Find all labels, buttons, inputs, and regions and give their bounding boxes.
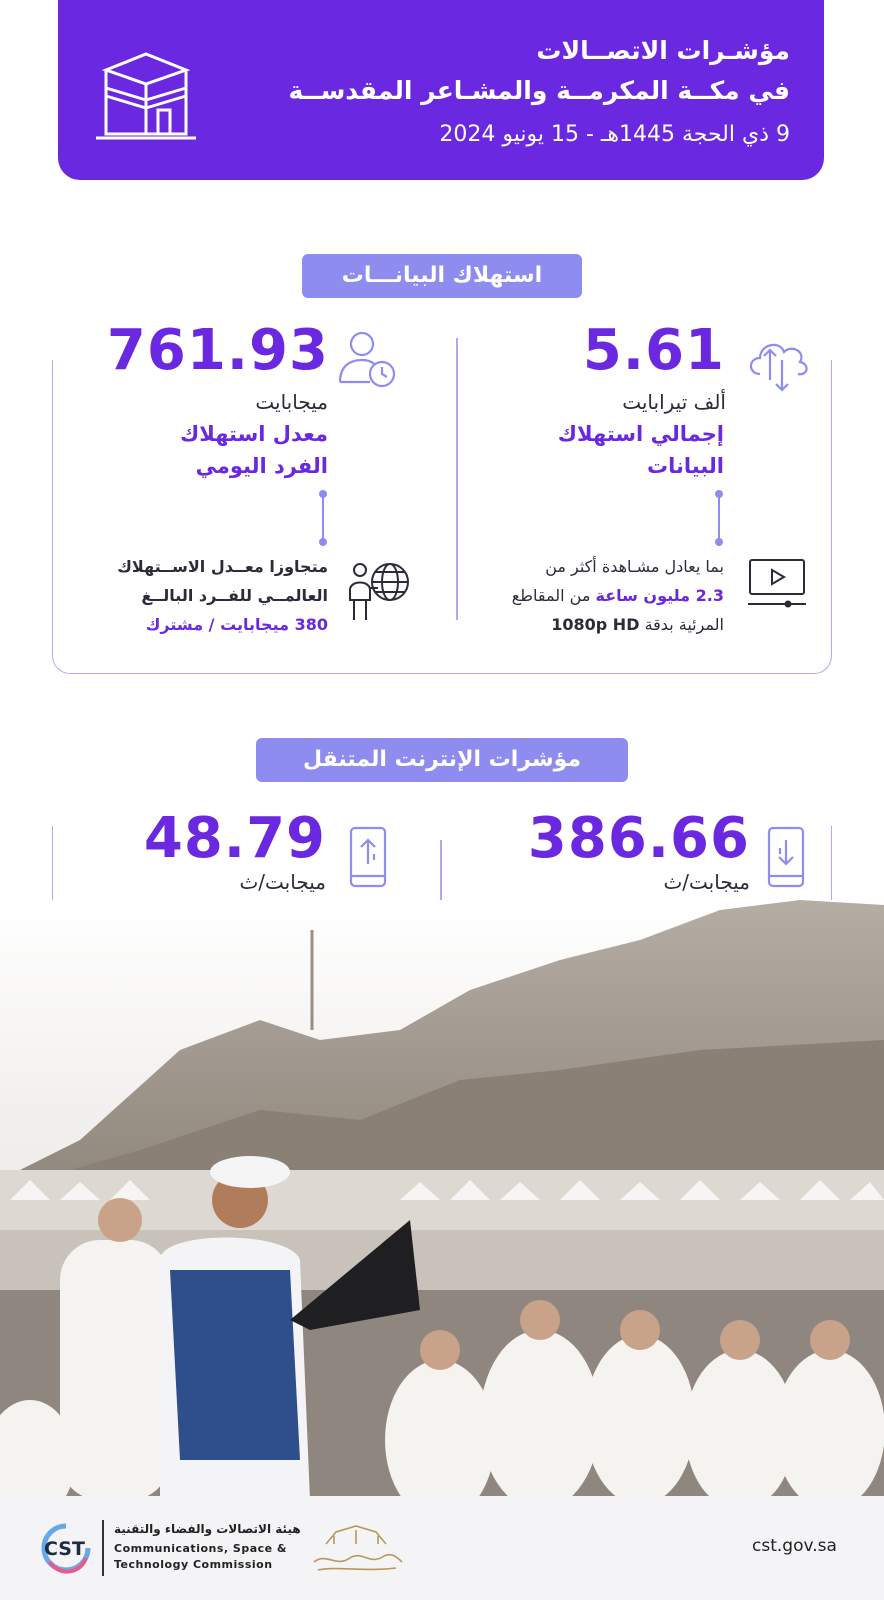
total-consumption-label-2: البيانات xyxy=(647,454,724,478)
download-speed-value: 386.66 xyxy=(527,806,750,871)
cloud-transfer-icon xyxy=(744,330,812,394)
total-note-line-3 xyxy=(551,610,724,639)
upload-speed-value: 48.79 xyxy=(143,806,326,871)
per-person-note-line-3 xyxy=(146,610,328,639)
page-title: مؤشـرات الاتصــالات xyxy=(536,36,790,65)
total-note-rest: من المقاطع xyxy=(511,586,596,605)
card-divider xyxy=(440,840,442,906)
total-note-line-2 xyxy=(512,581,724,610)
phone-download-icon xyxy=(766,826,806,888)
total-consumption-label-1: إجمالي استهلاك xyxy=(557,422,724,446)
person-globe-icon xyxy=(346,556,412,622)
pilgrims-photo xyxy=(0,900,884,1500)
footer xyxy=(0,1496,884,1600)
video-player-icon xyxy=(746,558,808,608)
total-consumption-value: 5.61 xyxy=(582,318,725,383)
total-note-line-1: بما يعادل مشـاهدة أكثر من xyxy=(545,557,724,576)
total-note-highlight: 2.3 مليون ساعة xyxy=(595,586,724,605)
header-banner xyxy=(58,0,824,180)
per-person-note-line-2: العالمــي للفــرد البالــغ xyxy=(141,586,328,605)
per-person-note-highlight: 380 ميجابايت / مشترك xyxy=(145,615,328,634)
page-subtitle: في مكــة المكرمــة والمشـاعر المقدســة xyxy=(288,76,790,105)
org-name-arabic: هيئة الاتصالات والفضاء والتقنية xyxy=(114,1522,301,1536)
upload-speed-unit: ميجابت/ث xyxy=(239,870,326,894)
per-person-note-line-1: متجاوزا معــدل الاســتهلاك xyxy=(117,557,328,576)
section-title-data-consumption: استهلاك البيانـــات xyxy=(302,254,582,298)
org-name-english-1: Communications, Space & xyxy=(114,1542,288,1555)
connector-line xyxy=(322,492,324,544)
section-title-mobile-internet: مؤشرات الإنترنت المتنقل xyxy=(256,738,628,782)
total-consumption-unit: ألف تيرابايت xyxy=(622,390,726,414)
total-note-resolution: 1080p HD xyxy=(551,615,640,634)
per-person-value: 761.93 xyxy=(106,318,329,383)
card-divider xyxy=(456,338,458,620)
total-note-rest-3: المرئية بدقة xyxy=(639,615,724,634)
website-link[interactable]: cst.gov.sa xyxy=(752,1536,837,1556)
user-clock-icon xyxy=(336,328,398,390)
per-person-label-1: معدل استهلاك xyxy=(180,422,328,446)
footer-divider xyxy=(102,1520,104,1576)
download-speed-unit: ميجابت/ث xyxy=(663,870,750,894)
per-person-unit: ميجابايت xyxy=(255,390,328,414)
connector-line xyxy=(718,492,720,544)
phone-upload-icon xyxy=(348,826,388,888)
per-person-label-2: الفرد اليومي xyxy=(195,454,328,478)
signature-logo xyxy=(306,1522,406,1578)
kaaba-icon xyxy=(94,48,198,142)
org-name-english-2: Technology Commission xyxy=(114,1558,273,1571)
cst-logo-text: CST xyxy=(44,1538,85,1560)
date-text: 9 ذي الحجة 1445هـ - 15 يونيو 2024 xyxy=(439,122,790,147)
